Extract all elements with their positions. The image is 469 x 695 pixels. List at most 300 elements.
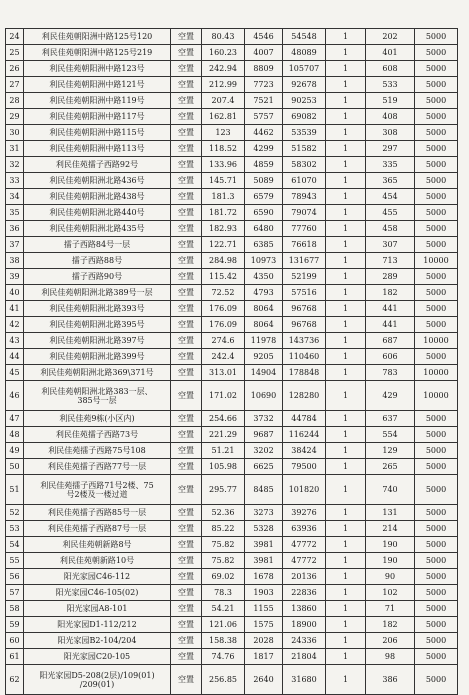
- value-cell: 102: [366, 585, 415, 601]
- row-number-cell: 60: [6, 633, 24, 649]
- count-cell: 1: [326, 29, 366, 45]
- status-cell: 空置: [171, 301, 202, 317]
- value-cell: 608: [366, 61, 415, 77]
- row-number-cell: 62: [6, 665, 24, 695]
- price-cell: 5757: [245, 109, 283, 125]
- deposit-cell: 5000: [415, 61, 458, 77]
- status-cell: 空置: [171, 45, 202, 61]
- deposit-cell: 5000: [415, 141, 458, 157]
- price-cell: 3202: [245, 443, 283, 459]
- row-number-cell: 50: [6, 459, 24, 475]
- price-cell: 6480: [245, 221, 283, 237]
- table-row: [6, 381, 458, 411]
- count-cell: 1: [326, 601, 366, 617]
- total-cell: 47772: [283, 537, 326, 553]
- area-cell: 74.76: [202, 649, 245, 665]
- address-line: 利民佳苑朝阳洲北路438号: [49, 192, 145, 201]
- total-cell: 79500: [283, 459, 326, 475]
- status-cell: 空置: [171, 537, 202, 553]
- price-cell: 3273: [245, 505, 283, 521]
- address-line: 利民佳苑朝阳洲北路435号: [49, 224, 145, 233]
- total-cell: 24336: [283, 633, 326, 649]
- table-body: [6, 29, 458, 695]
- deposit-cell: 5000: [415, 601, 458, 617]
- value-cell: 637: [366, 411, 415, 427]
- status-cell: 空置: [171, 125, 202, 141]
- row-number-cell: 29: [6, 109, 24, 125]
- price-cell: 5089: [245, 173, 283, 189]
- area-cell: 78.3: [202, 585, 245, 601]
- address-line: 利民佳苑朝阳洲中路123号: [49, 64, 145, 73]
- table-row: [6, 569, 458, 585]
- address-cell: [24, 285, 171, 301]
- value-cell: 454: [366, 189, 415, 205]
- deposit-cell: 5000: [415, 269, 458, 285]
- area-cell: 181.3: [202, 189, 245, 205]
- value-cell: 458: [366, 221, 415, 237]
- price-cell: 8064: [245, 301, 283, 317]
- deposit-cell: 5000: [415, 205, 458, 221]
- address-cell: [24, 173, 171, 189]
- status-cell: 空置: [171, 475, 202, 505]
- table-row: [6, 649, 458, 665]
- status-cell: 空置: [171, 365, 202, 381]
- value-cell: 783: [366, 365, 415, 381]
- price-cell: 10690: [245, 381, 283, 411]
- row-number-cell: 27: [6, 77, 24, 93]
- address-line: 385号一层: [77, 395, 117, 405]
- status-cell: 空置: [171, 157, 202, 173]
- total-cell: 22836: [283, 585, 326, 601]
- address-cell: [24, 505, 171, 521]
- address-cell: [24, 411, 171, 427]
- count-cell: 1: [326, 109, 366, 125]
- address-cell: [24, 205, 171, 221]
- address-line: 利民佳苑朝阳洲中路115号: [49, 128, 145, 137]
- row-number-cell: 28: [6, 93, 24, 109]
- count-cell: 1: [326, 649, 366, 665]
- status-cell: 空置: [171, 253, 202, 269]
- value-cell: 365: [366, 173, 415, 189]
- total-cell: 78943: [283, 189, 326, 205]
- status-cell: 空置: [171, 333, 202, 349]
- count-cell: 1: [326, 221, 366, 237]
- area-cell: 162.81: [202, 109, 245, 125]
- address-cell: [24, 475, 171, 505]
- address-line: 擂子西路90号: [71, 272, 123, 281]
- table-row: [6, 221, 458, 237]
- address-cell: [24, 665, 171, 695]
- row-number-cell: 37: [6, 237, 24, 253]
- count-cell: 1: [326, 521, 366, 537]
- address-cell: [24, 93, 171, 109]
- total-cell: 38424: [283, 443, 326, 459]
- address-line: 号2楼及一楼过道: [66, 489, 128, 499]
- row-number-cell: 58: [6, 601, 24, 617]
- address-line: /209(01): [79, 679, 115, 689]
- address-line: 利民佳苑朝阳洲中路125号120: [41, 32, 153, 41]
- area-cell: 171.02: [202, 381, 245, 411]
- price-cell: 4350: [245, 269, 283, 285]
- total-cell: 39276: [283, 505, 326, 521]
- deposit-cell: 5000: [415, 301, 458, 317]
- value-cell: 297: [366, 141, 415, 157]
- value-cell: 129: [366, 443, 415, 459]
- table-row: [6, 333, 458, 349]
- area-cell: 295.77: [202, 475, 245, 505]
- status-cell: 空置: [171, 443, 202, 459]
- deposit-cell: 5000: [415, 125, 458, 141]
- row-number-cell: 25: [6, 45, 24, 61]
- area-cell: 54.21: [202, 601, 245, 617]
- area-cell: 122.71: [202, 237, 245, 253]
- address-cell: [24, 521, 171, 537]
- deposit-cell: 5000: [415, 45, 458, 61]
- area-cell: 176.09: [202, 301, 245, 317]
- price-cell: 4546: [245, 29, 283, 45]
- area-cell: 181.72: [202, 205, 245, 221]
- area-cell: 176.09: [202, 317, 245, 333]
- area-cell: 115.42: [202, 269, 245, 285]
- deposit-cell: 5000: [415, 93, 458, 109]
- area-cell: 123: [202, 125, 245, 141]
- count-cell: 1: [326, 459, 366, 475]
- deposit-cell: 5000: [415, 553, 458, 569]
- table-row: [6, 459, 458, 475]
- area-cell: 121.06: [202, 617, 245, 633]
- deposit-cell: 10000: [415, 381, 458, 411]
- table-row: [6, 189, 458, 205]
- area-cell: 145.71: [202, 173, 245, 189]
- table-row: [6, 173, 458, 189]
- total-cell: 58302: [283, 157, 326, 173]
- address-cell: [24, 365, 171, 381]
- deposit-cell: 5000: [415, 537, 458, 553]
- address-cell: [24, 141, 171, 157]
- value-cell: 408: [366, 109, 415, 125]
- address-line: 利民佳苑朝阳洲北路436号: [49, 176, 145, 185]
- address-line: 利民佳苑朝新路10号: [59, 556, 135, 565]
- address-line: 利民佳苑擂子西路85号一层: [47, 508, 147, 517]
- count-cell: 1: [326, 77, 366, 93]
- value-cell: 455: [366, 205, 415, 221]
- deposit-cell: 5000: [415, 221, 458, 237]
- count-cell: 1: [326, 553, 366, 569]
- row-number-cell: 34: [6, 189, 24, 205]
- count-cell: 1: [326, 381, 366, 411]
- status-cell: 空置: [171, 237, 202, 253]
- value-cell: 308: [366, 125, 415, 141]
- table-row: [6, 317, 458, 333]
- total-cell: 178848: [283, 365, 326, 381]
- row-number-cell: 26: [6, 61, 24, 77]
- total-cell: 31680: [283, 665, 326, 695]
- status-cell: 空置: [171, 173, 202, 189]
- address-cell: [24, 381, 171, 411]
- address-line: 阳光家园D1-112/212: [57, 620, 137, 629]
- value-cell: 687: [366, 333, 415, 349]
- deposit-cell: 5000: [415, 649, 458, 665]
- address-cell: [24, 221, 171, 237]
- total-cell: 128280: [283, 381, 326, 411]
- table-row: [6, 269, 458, 285]
- status-cell: 空置: [171, 459, 202, 475]
- price-cell: 8485: [245, 475, 283, 505]
- address-line: 阳光家园C46-105(02): [55, 588, 139, 597]
- status-cell: 空置: [171, 317, 202, 333]
- row-number-cell: 44: [6, 349, 24, 365]
- count-cell: 1: [326, 317, 366, 333]
- status-cell: 空置: [171, 109, 202, 125]
- deposit-cell: 5000: [415, 521, 458, 537]
- price-cell: 2028: [245, 633, 283, 649]
- table-row: [6, 157, 458, 173]
- count-cell: 1: [326, 157, 366, 173]
- status-cell: 空置: [171, 665, 202, 695]
- address-line: 擂子西路88号: [71, 256, 123, 265]
- table-row: [6, 521, 458, 537]
- value-cell: 190: [366, 537, 415, 553]
- total-cell: 143736: [283, 333, 326, 349]
- listing-table-container: [5, 28, 457, 689]
- value-cell: 429: [366, 381, 415, 411]
- total-cell: 51582: [283, 141, 326, 157]
- deposit-cell: 5000: [415, 617, 458, 633]
- address-cell: [24, 649, 171, 665]
- deposit-cell: 5000: [415, 189, 458, 205]
- table-row: [6, 505, 458, 521]
- status-cell: 空置: [171, 585, 202, 601]
- total-cell: 105707: [283, 61, 326, 77]
- count-cell: 1: [326, 569, 366, 585]
- area-cell: 75.82: [202, 537, 245, 553]
- status-cell: 空置: [171, 77, 202, 93]
- table-row: [6, 665, 458, 695]
- total-cell: 13860: [283, 601, 326, 617]
- area-cell: 118.52: [202, 141, 245, 157]
- deposit-cell: 10000: [415, 365, 458, 381]
- price-cell: 2640: [245, 665, 283, 695]
- count-cell: 1: [326, 633, 366, 649]
- deposit-cell: 5000: [415, 317, 458, 333]
- total-cell: 101820: [283, 475, 326, 505]
- value-cell: 265: [366, 459, 415, 475]
- status-cell: 空置: [171, 617, 202, 633]
- price-cell: 9687: [245, 427, 283, 443]
- price-cell: 8064: [245, 317, 283, 333]
- address-cell: [24, 189, 171, 205]
- price-cell: 4299: [245, 141, 283, 157]
- address-cell: [24, 633, 171, 649]
- address-line: 利民佳苑朝新路8号: [62, 540, 132, 549]
- address-cell: [24, 29, 171, 45]
- total-cell: 21804: [283, 649, 326, 665]
- table-row: [6, 475, 458, 505]
- count-cell: 1: [326, 205, 366, 221]
- address-cell: [24, 269, 171, 285]
- price-cell: 6590: [245, 205, 283, 221]
- status-cell: 空置: [171, 553, 202, 569]
- deposit-cell: 5000: [415, 109, 458, 125]
- area-cell: 242.94: [202, 61, 245, 77]
- row-number-cell: 47: [6, 411, 24, 427]
- table-row: [6, 29, 458, 45]
- status-cell: 空置: [171, 29, 202, 45]
- value-cell: 401: [366, 45, 415, 61]
- address-line: 利民佳苑朝阳洲北路389号一层: [41, 288, 153, 297]
- table-row: [6, 427, 458, 443]
- area-cell: 160.23: [202, 45, 245, 61]
- property-table: [5, 28, 458, 695]
- table-row: [6, 349, 458, 365]
- area-cell: 207.4: [202, 93, 245, 109]
- row-number-cell: 39: [6, 269, 24, 285]
- address-cell: [24, 601, 171, 617]
- status-cell: 空置: [171, 189, 202, 205]
- table-row: [6, 617, 458, 633]
- status-cell: 空置: [171, 205, 202, 221]
- status-cell: 空置: [171, 569, 202, 585]
- area-cell: 158.38: [202, 633, 245, 649]
- total-cell: 77760: [283, 221, 326, 237]
- price-cell: 3981: [245, 537, 283, 553]
- value-cell: 554: [366, 427, 415, 443]
- address-cell: [24, 61, 171, 77]
- row-number-cell: 56: [6, 569, 24, 585]
- address-line: 阳光家园D5-208(2层)/109(01): [39, 670, 155, 680]
- table-row: [6, 109, 458, 125]
- count-cell: 1: [326, 365, 366, 381]
- price-cell: 3732: [245, 411, 283, 427]
- status-cell: 空置: [171, 649, 202, 665]
- address-line: 阳光家园A8-101: [66, 604, 128, 613]
- total-cell: 96768: [283, 317, 326, 333]
- table-row: [6, 633, 458, 649]
- area-cell: 52.36: [202, 505, 245, 521]
- table-row: [6, 285, 458, 301]
- deposit-cell: 5000: [415, 585, 458, 601]
- table-row: [6, 601, 458, 617]
- address-cell: [24, 125, 171, 141]
- status-cell: 空置: [171, 221, 202, 237]
- price-cell: 8809: [245, 61, 283, 77]
- address-line: 阳光家园B2-104/204: [57, 636, 137, 645]
- address-cell: [24, 109, 171, 125]
- table-row: [6, 537, 458, 553]
- address-cell: [24, 443, 171, 459]
- status-cell: 空置: [171, 505, 202, 521]
- address-line: 利民佳苑擂子西路87号一层: [47, 524, 147, 533]
- price-cell: 4462: [245, 125, 283, 141]
- table-row: [6, 77, 458, 93]
- count-cell: 1: [326, 617, 366, 633]
- address-line: 利民佳苑朝阳洲北路395号: [49, 320, 145, 329]
- price-cell: 1817: [245, 649, 283, 665]
- value-cell: 386: [366, 665, 415, 695]
- address-line: 利民佳苑擂子西路77号一层: [47, 462, 147, 471]
- address-cell: [24, 333, 171, 349]
- area-cell: 51.21: [202, 443, 245, 459]
- price-cell: 10973: [245, 253, 283, 269]
- row-number-cell: 54: [6, 537, 24, 553]
- status-cell: 空置: [171, 141, 202, 157]
- price-cell: 4859: [245, 157, 283, 173]
- status-cell: 空置: [171, 349, 202, 365]
- value-cell: 519: [366, 93, 415, 109]
- address-line: 利民佳苑擂子西路92号: [55, 160, 139, 169]
- total-cell: 90253: [283, 93, 326, 109]
- deposit-cell: 5000: [415, 29, 458, 45]
- address-line: 利民佳苑朝阳洲中路119号: [49, 96, 145, 105]
- row-number-cell: 33: [6, 173, 24, 189]
- price-cell: 7723: [245, 77, 283, 93]
- row-number-cell: 55: [6, 553, 24, 569]
- total-cell: 69082: [283, 109, 326, 125]
- value-cell: 182: [366, 617, 415, 633]
- deposit-cell: 5000: [415, 459, 458, 475]
- deposit-cell: 10000: [415, 253, 458, 269]
- row-number-cell: 42: [6, 317, 24, 333]
- row-number-cell: 53: [6, 521, 24, 537]
- area-cell: 105.98: [202, 459, 245, 475]
- price-cell: 6385: [245, 237, 283, 253]
- status-cell: 空置: [171, 411, 202, 427]
- status-cell: 空置: [171, 633, 202, 649]
- total-cell: 131677: [283, 253, 326, 269]
- row-number-cell: 31: [6, 141, 24, 157]
- address-cell: [24, 45, 171, 61]
- address-line: 利民佳苑9栋(小区内): [59, 414, 135, 423]
- area-cell: 254.66: [202, 411, 245, 427]
- value-cell: 206: [366, 633, 415, 649]
- value-cell: 307: [366, 237, 415, 253]
- deposit-cell: 5000: [415, 633, 458, 649]
- total-cell: 57516: [283, 285, 326, 301]
- area-cell: 212.99: [202, 77, 245, 93]
- price-cell: 1155: [245, 601, 283, 617]
- address-cell: [24, 349, 171, 365]
- address-line: 利民佳苑朝阳洲北路393号: [49, 304, 145, 313]
- deposit-cell: 5000: [415, 443, 458, 459]
- price-cell: 5328: [245, 521, 283, 537]
- value-cell: 98: [366, 649, 415, 665]
- price-cell: 6625: [245, 459, 283, 475]
- value-cell: 289: [366, 269, 415, 285]
- value-cell: 214: [366, 521, 415, 537]
- address-cell: [24, 157, 171, 173]
- value-cell: 182: [366, 285, 415, 301]
- row-number-cell: 24: [6, 29, 24, 45]
- price-cell: 7521: [245, 93, 283, 109]
- address-cell: [24, 77, 171, 93]
- row-number-cell: 36: [6, 221, 24, 237]
- price-cell: 1903: [245, 585, 283, 601]
- table-row: [6, 301, 458, 317]
- value-cell: 335: [366, 157, 415, 173]
- address-line: 利民佳苑朝阳洲中路121号: [49, 80, 145, 89]
- total-cell: 92678: [283, 77, 326, 93]
- address-cell: [24, 301, 171, 317]
- value-cell: 202: [366, 29, 415, 45]
- area-cell: 256.85: [202, 665, 245, 695]
- table-row: [6, 411, 458, 427]
- count-cell: 1: [326, 585, 366, 601]
- status-cell: 空置: [171, 381, 202, 411]
- value-cell: 131: [366, 505, 415, 521]
- address-line: 利民佳苑朝阳洲北路399号: [49, 352, 145, 361]
- table-row: [6, 125, 458, 141]
- address-line: 利民佳苑擂子西路71号2楼、75: [40, 480, 154, 490]
